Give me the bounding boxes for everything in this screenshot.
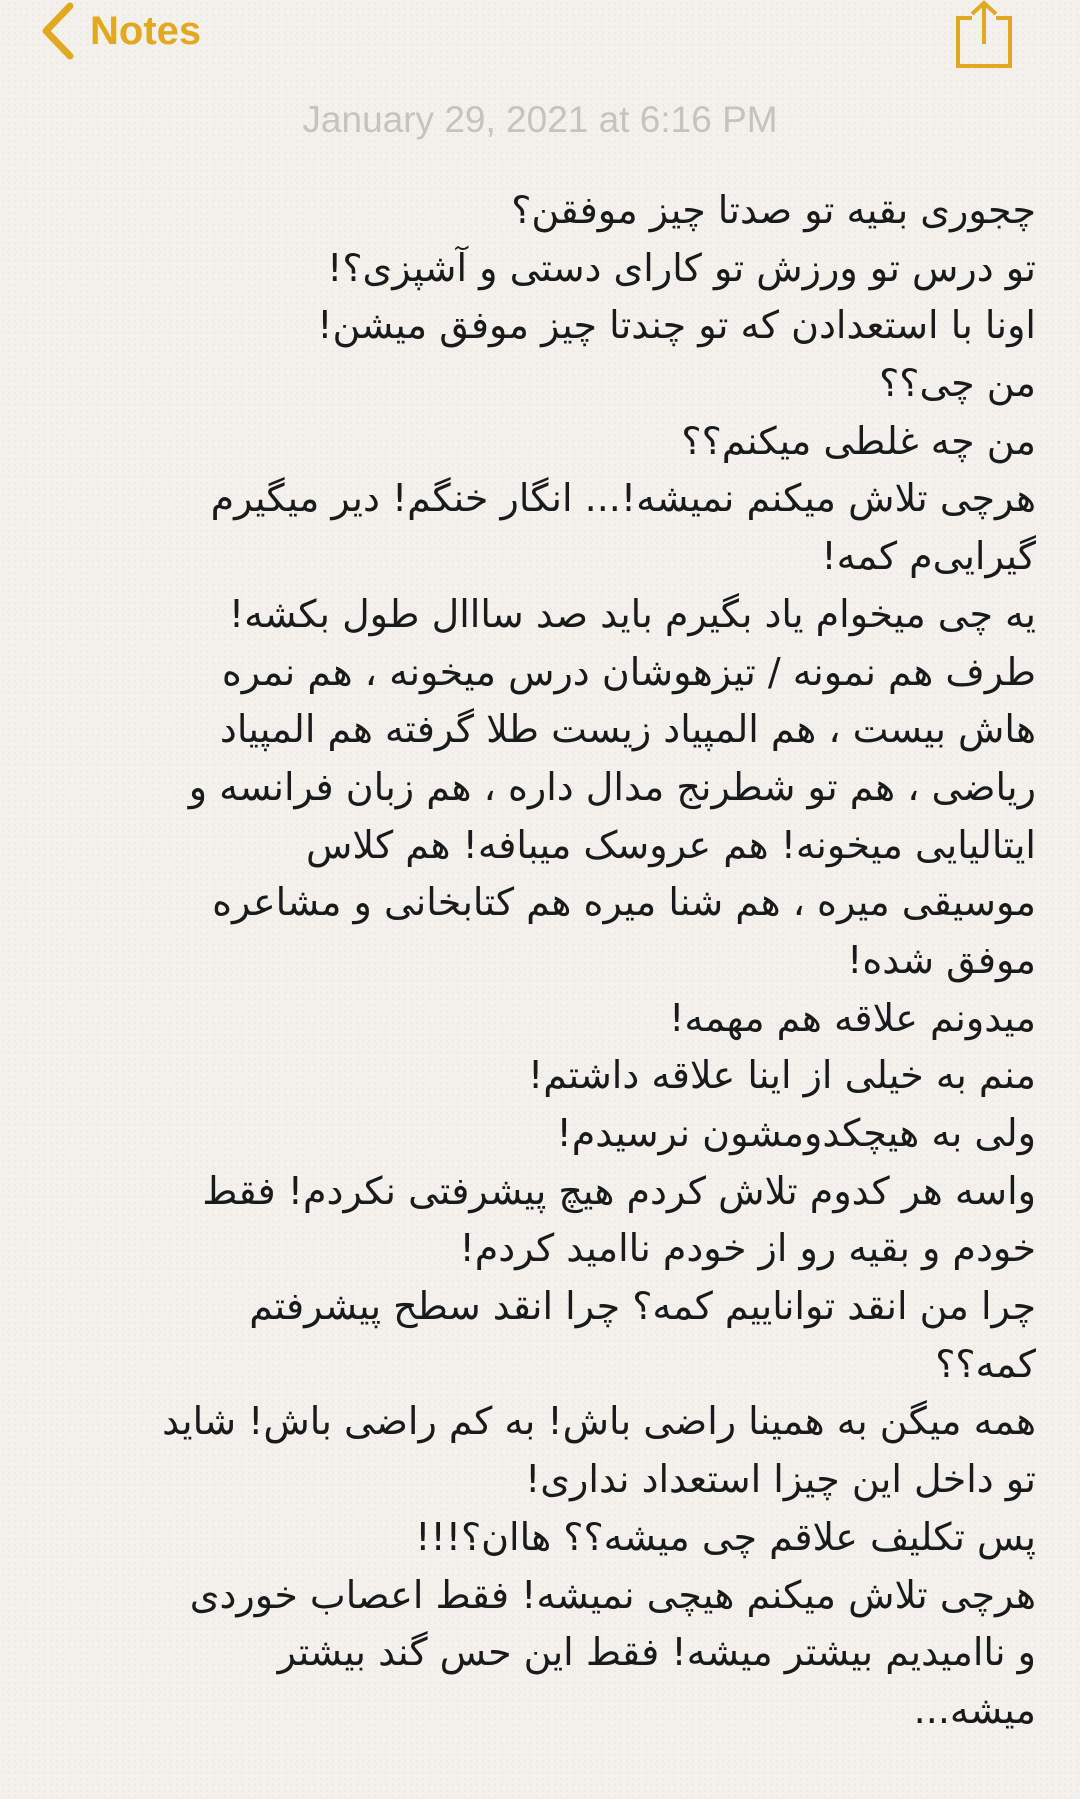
note-line: هاش بیست ، هم المپیاد زیست طلا گرفته هم المپیاد <box>219 707 1036 752</box>
note-line: میدونم علاقه هم مهمه! <box>669 995 1036 1040</box>
note-line: گیرایی‌م کمه! <box>821 534 1036 579</box>
note-line: همه میگن به همینا راضی باش! به کم راضی باش! شاید <box>162 1399 1036 1444</box>
note-line: ایتالیایی میخونه! هم عروسک میبافه! هم کلاس <box>306 822 1036 867</box>
note-line: من چی؟؟ <box>879 361 1036 406</box>
note-line: یه چی میخوام یاد بگیرم باید صد سااال طول بکشه! <box>228 591 1036 636</box>
note-line: ولی به هیچکدومشون نرسیدم! <box>556 1111 1036 1155</box>
share-icon <box>952 0 1016 72</box>
note-line: موفق شده! <box>847 937 1036 982</box>
note-line: کمه؟؟ <box>935 1341 1036 1386</box>
share-button[interactable] <box>952 0 1016 72</box>
note-line: موسیقی میره ، هم شنا میره هم کتابخانی و مشاعره <box>212 880 1036 925</box>
note-line: ریاضی ، هم تو شطرنج مدال داره ، هم زبان فرانسه و <box>188 764 1036 809</box>
note-line: تو درس تو ورزش تو کارای دستی و آشپزی؟! <box>327 245 1036 290</box>
back-button[interactable] <box>38 0 201 62</box>
note-line: هرچی تلاش میکنم هیچی نمیشه! فقط اعصاب خوردی <box>189 1572 1036 1617</box>
note-line: هرچی تلاش میکنم نمیشه!... انگار خنگم! دیر میگیرم <box>210 476 1036 521</box>
note-line: پس تکلیف علاقم چی میشه؟؟ هاان؟!!! <box>415 1514 1036 1559</box>
note-timestamp: January 29, 2021 at 6:16 PM <box>302 99 778 140</box>
back-button-label: Notes <box>90 9 202 53</box>
chevron-left-icon <box>38 0 88 62</box>
note-line: خودم و بقیه رو از خودم ناامید کردم! <box>459 1226 1036 1271</box>
note-body[interactable] <box>40 182 1036 1740</box>
note-line: طرف هم نمونه / تیزهوشان درس میخونه ، هم نمره <box>221 649 1036 694</box>
note-line: اونا با استعدادن که تو چندتا چیز موفق میشن! <box>317 303 1036 348</box>
note-line: میشه... <box>913 1687 1036 1732</box>
note-line: تو داخل این چیزا استعداد نداری! <box>525 1457 1036 1502</box>
note-line: و ناامیدیم بیشتر میشه! فقط این حس گند بیشتر <box>277 1630 1036 1675</box>
note-line: من چه غلطی میکنم؟؟ <box>681 418 1036 463</box>
navigation-bar <box>0 0 1080 80</box>
note-line: چجوری بقیه تو صدتا چیز موفقن؟ <box>511 188 1036 232</box>
note-line: منم به خیلی از اینا علاقه داشتم! <box>527 1053 1036 1098</box>
note-line: چرا من انقد تواناییم کمه؟ چرا انقد سطح پیشرفتم <box>249 1284 1036 1329</box>
note-line: واسه هر کدوم تلاش کردم هیچ پیشرفتی نکردم! فقط <box>202 1168 1036 1213</box>
